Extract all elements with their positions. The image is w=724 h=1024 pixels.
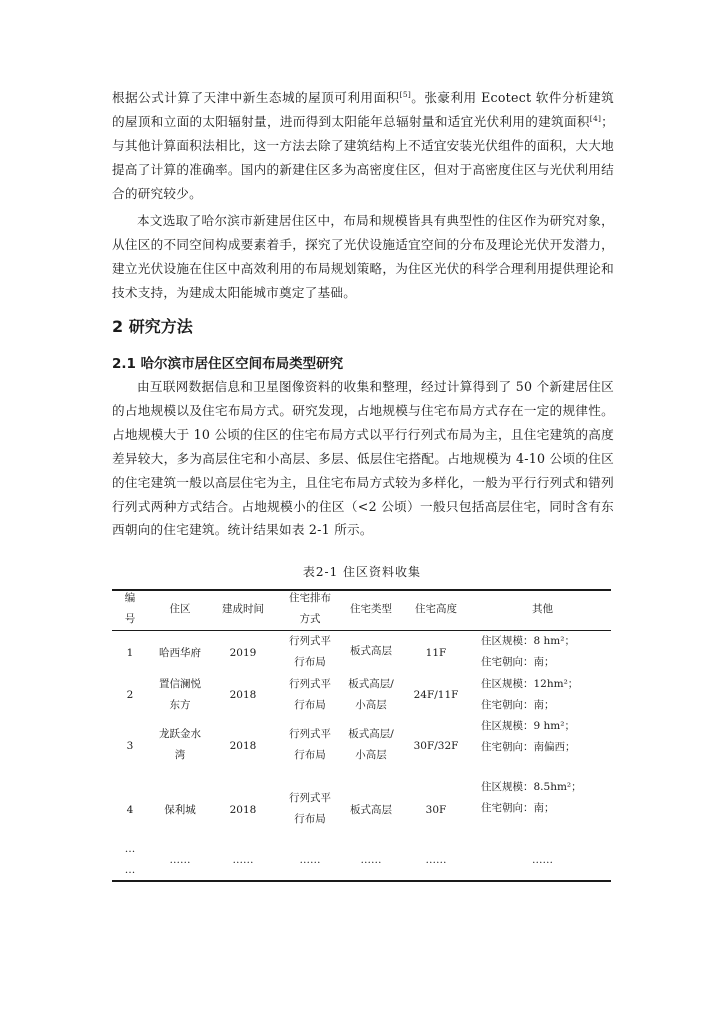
paragraph-text: 。张豪利用 Ecotect 软件分析建筑的屋顶和立面的太阳辐射量，进而得到太阳能年总辐射量和适宜光伏利用的建筑面积: [112, 90, 615, 129]
cell-layout: 行列式平 行布局: [289, 678, 331, 711]
cell-num: … …: [124, 843, 136, 876]
header-layout: 住宅排布 方式: [289, 592, 331, 625]
paragraph-text: 根据公式计算了天津中新生态城的屋顶可利用面积: [112, 90, 400, 105]
cell-other: 住区规模：8 hm²； 住宅朝向：南；: [481, 635, 575, 668]
cell-num: 1: [126, 647, 134, 659]
cell-type: 板式高层/ 小高层: [348, 678, 394, 711]
cell-type: 板式高层/ 小高层: [348, 728, 394, 761]
citation-4[interactable]: [4]: [589, 113, 602, 123]
header-other: 其他: [532, 603, 553, 615]
header-height: 住宅高度: [415, 603, 457, 615]
cell-num: 4: [126, 804, 134, 816]
cell-ellipsis: ……: [169, 854, 191, 866]
cell-year: 2018: [229, 689, 257, 701]
cell-other: 住区规模：8.5hm²； 住宅朝向：南；: [481, 781, 582, 814]
cell-layout: 行列式平 行布局: [289, 728, 331, 761]
table-top-rule: [112, 589, 611, 591]
header-year: 建成时间: [222, 603, 264, 615]
cell-height: 30F: [425, 804, 447, 816]
subsection-heading: 2.1 哈尔滨市居住区空间布局类型研究: [112, 356, 344, 372]
table-bottom-rule: [112, 880, 611, 882]
paragraph-text: ；与其他计算面积法相比，这一方法去除了建筑结构上不适宜安装光伏组件的面积，大大地提高了计算的准确率。国内的新建住区多为高密度住区，但对于高密度住区与光伏利用结合的研究较少。: [112, 113, 614, 201]
cell-type: 板式高层: [350, 804, 392, 816]
cell-other: 住区规模：9 hm²； 住宅朝向：南偏西；: [481, 720, 576, 753]
cell-district: 置信澜悦 东方: [159, 678, 201, 711]
cell-num: 2: [126, 689, 134, 701]
cell-other: 住区规模：12hm²； 住宅朝向：南；: [481, 678, 579, 711]
header-district: 住区: [169, 603, 191, 615]
cell-ellipsis: ……: [360, 854, 382, 866]
cell-height: 11F: [425, 647, 447, 659]
paragraph-2: 本文选取了哈尔滨市新建居住区中，布局和规模皆具有典型性的住区作为研究对象，从住区的不同空间构成要素着手，探究了光伏设施适宜空间的分布及理论光伏开发潜力，建立光伏设施在住区中高效利用的布局规划策略，为住区光伏的科学合理利用提供理论和技术支持，为建成太阳能城市奠定了基础。: [112, 213, 614, 300]
header-type: 住宅类型: [350, 603, 392, 615]
cell-num: 3: [126, 740, 134, 752]
cell-district: 龙跃金水 湾: [159, 728, 201, 761]
cell-ellipsis: ……: [299, 854, 321, 866]
cell-type: 板式高层: [350, 645, 392, 657]
paragraph-1: [112, 86, 614, 206]
section-heading: 2 研究方法: [112, 317, 193, 336]
cell-height: 30F/32F: [413, 740, 459, 752]
paragraph-3: 由互联网数据信息和卫星图像资料的收集和整理，经过计算得到了 50 个新建居住区的占地规模以及住宅布局方式。研究发现，占地规模与住宅布局方式存在一定的规律性。占地规模大于 10 公顷的住区的住宅布局方式以平行行列式布局为主，且住宅建筑的高度差异较大，多为高层住宅和小高层、多层、低层住宅搭配。占地规模为 4-10 公顷的住区的住宅建筑一般以高层住宅为主，且住宅布局方式较为多样化，一般为平行行列式和错列行列式两种方式结合。占地规模小的住区（<2 公顷）一般只包括高层住宅，同时含有东西朝向的住宅建筑。统计结果如表 2-1 所示。: [112, 379, 614, 538]
cell-ellipsis: ……: [532, 854, 553, 866]
cell-district: 保利城: [164, 804, 196, 816]
cell-ellipsis: ……: [232, 854, 254, 866]
cell-district: 哈西华府: [159, 647, 201, 659]
cell-ellipsis: ……: [425, 854, 447, 866]
cell-layout: 行列式平 行布局: [289, 635, 331, 668]
citation-5[interactable]: [5]: [399, 90, 412, 99]
cell-year: 2018: [229, 740, 257, 752]
cell-height: 24F/11F: [413, 689, 459, 701]
cell-year: 2018: [229, 804, 257, 816]
table-caption: 表2-1 住区资料收集: [302, 565, 422, 579]
cell-year: 2019: [229, 647, 257, 659]
header-num: 编 号: [124, 592, 136, 625]
cell-layout: 行列式平 行布局: [289, 792, 331, 825]
